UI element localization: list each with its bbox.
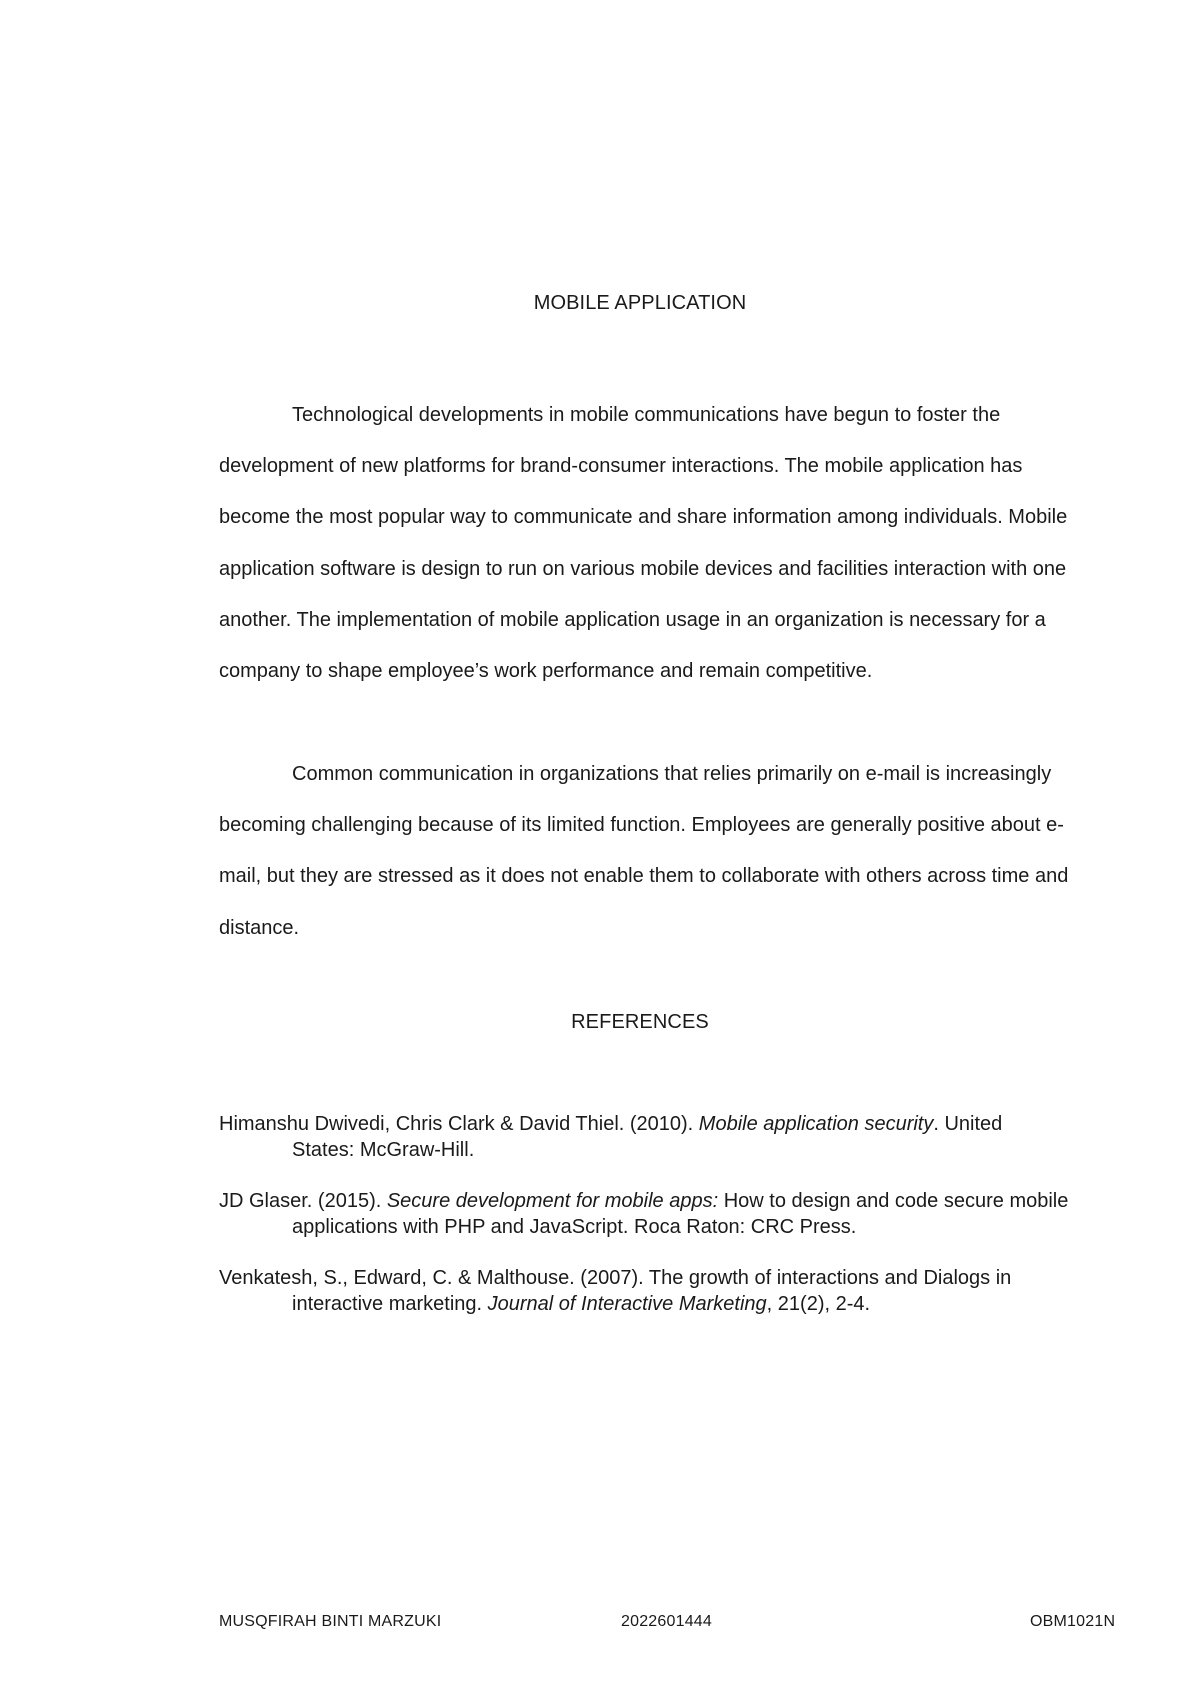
- references-heading: REFERENCES: [571, 1011, 709, 1033]
- reference-list: [219, 1111, 1069, 1342]
- reference-title-italic: Journal of Interactive Marketing: [487, 1293, 767, 1315]
- paragraph-text: Technological developments in mobile communications have begun to foster the development of new platforms for brand-consumer interactions. The mobile application has become the most popular way to communicate and share information among individuals. Mobile application software is design to run on various mobile devices and facilities interaction with one another. The implementation of mobile application usage in an organization is necessary for a company to shape employee’s work performance and remain competitive.: [219, 404, 1068, 683]
- reference-text: . United States: McGraw-Hill.: [292, 1113, 1003, 1161]
- reference-text: Venkatesh, S., Edward, C. & Malthouse. (2007). The growth of interactions and Dialogs in interactive marketing.: [219, 1267, 1012, 1315]
- reference-item: [219, 1265, 1069, 1317]
- reference-text: , 21(2), 2-4.: [766, 1293, 871, 1315]
- footer-course-code: OBM1021N: [1030, 1613, 1116, 1630]
- footer-student-id: 2022601444: [621, 1613, 712, 1630]
- body-paragraph-1: [219, 390, 1069, 697]
- body-paragraph-2: [219, 749, 1069, 954]
- reference-text: Himanshu Dwivedi, Chris Clark & David Thiel. (2010).: [219, 1113, 699, 1135]
- paragraph-text: Common communication in organizations that relies primarily on e-mail is increasingly becoming challenging because of its limited function. Employees are generally positive about e-mail, but they are stressed as it does not enable them to collaborate with others across time and distance.: [219, 763, 1069, 939]
- reference-text: How to design and code secure mobile applications with PHP and JavaScript. Roca Raton: CRC Press.: [292, 1190, 1069, 1238]
- reference-item: [219, 1188, 1069, 1240]
- reference-item: [219, 1111, 1069, 1163]
- reference-text: JD Glaser. (2015).: [219, 1190, 387, 1212]
- footer-student-name: MUSQFIRAH BINTI MARZUKI: [219, 1613, 442, 1630]
- reference-title-italic: Mobile application security: [698, 1113, 934, 1135]
- reference-title-italic: Secure development for mobile apps:: [386, 1190, 719, 1212]
- document-title: MOBILE APPLICATION: [533, 292, 747, 314]
